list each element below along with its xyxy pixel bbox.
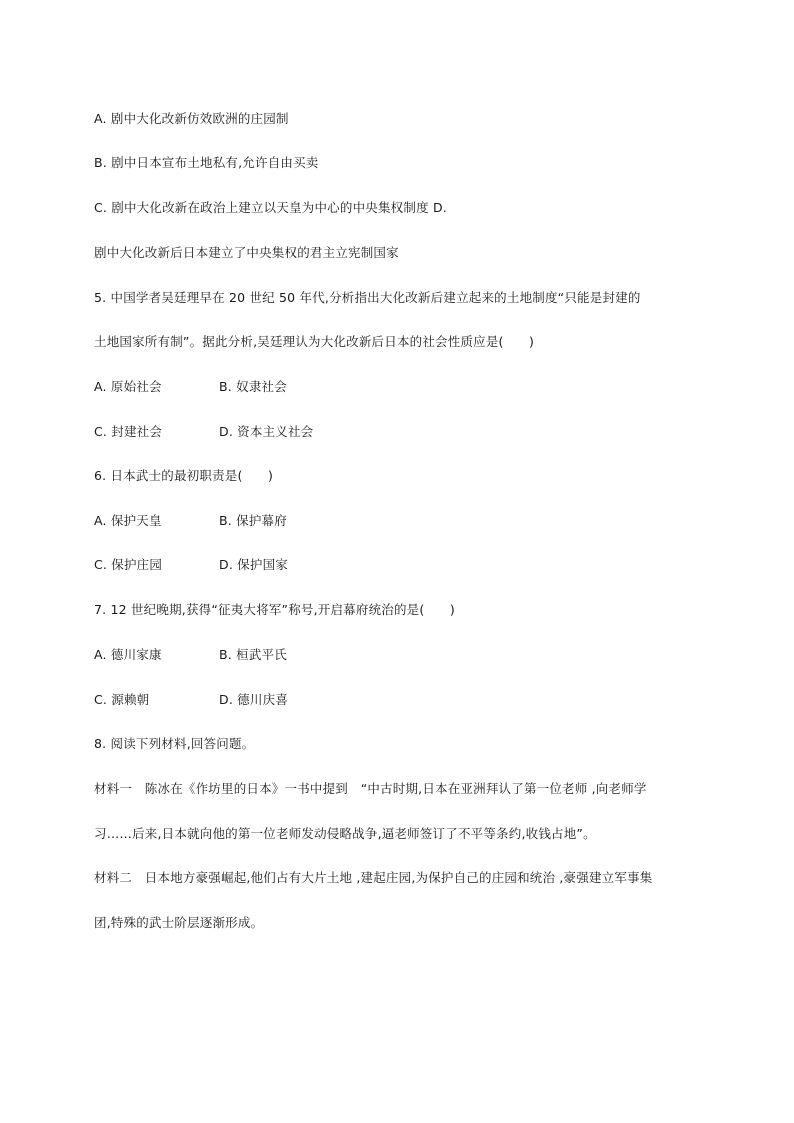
q5-option-b: B. 奴隶社会 bbox=[219, 379, 287, 394]
q7-option-d: D. 德川庆喜 bbox=[219, 692, 288, 707]
q5-option-c: C. 封建社会 bbox=[94, 424, 163, 439]
q8-stem: 8. 阅读下列材料,回答问题。 bbox=[94, 736, 255, 751]
q7-option-b: B. 桓武平氏 bbox=[219, 647, 287, 662]
q7-option-a: A. 德川家康 bbox=[94, 647, 162, 662]
q8-material2-line2: 团,特殊的武士阶层逐渐形成。 bbox=[94, 915, 264, 930]
q4-option-d: 剧中大化改新后日本建立了中央集权的君主立宪制国家 bbox=[94, 245, 399, 260]
q8-material1-line1: 材料一 陈冰在《作坊里的日本》一书中提到 “中古时期,日本在亚洲拜认了第一位老师 ,向老师学 bbox=[94, 781, 647, 796]
q5-option-a: A. 原始社会 bbox=[94, 379, 162, 394]
q8-material2-line1: 材料二 日本地方豪强崛起,他们占有大片土地 ,建起庄园,为保护自己的庄园和统治 ,豪强建立军事集 bbox=[94, 870, 653, 885]
q6-option-d: D. 保护国家 bbox=[219, 557, 288, 572]
q7-option-c: C. 源赖朝 bbox=[94, 692, 150, 707]
q6-option-a: A. 保护天皇 bbox=[94, 513, 162, 528]
q5-stem-line1: 5. 中国学者吴廷理早在 20 世纪 50 年代,分析指出大化改新后建立起来的土地制度“只能是封建的 bbox=[94, 290, 641, 305]
q7-stem: 7. 12 世纪晚期,获得“征夷大将军”称号,开启幕府统治的是( ) bbox=[94, 602, 455, 617]
q6-option-b: B. 保护幕府 bbox=[219, 513, 287, 528]
q5-option-d: D. 资本主义社会 bbox=[219, 424, 314, 439]
q8-material1-line2: 习……后来,日本就向他的第一位老师发动侵略战争,逼老师签订了不平等条约,收钱占地”。 bbox=[94, 826, 596, 841]
q6-stem: 6. 日本武士的最初职责是( ) bbox=[94, 468, 274, 483]
q4-option-a: A. 剧中大化改新仿效欧洲的庄园制 bbox=[94, 111, 289, 126]
q4-option-c: C. 剧中大化改新在政治上建立以天皇为中心的中央集权制度 D. bbox=[94, 200, 447, 215]
q6-option-c: C. 保护庄园 bbox=[94, 557, 163, 572]
q5-stem-line2: 土地国家所有制”。据此分析,吴廷理认为大化改新后日本的社会性质应是( ) bbox=[94, 334, 535, 349]
q4-option-b: B. 剧中日本宣布土地私有,允许自由买卖 bbox=[94, 155, 319, 170]
